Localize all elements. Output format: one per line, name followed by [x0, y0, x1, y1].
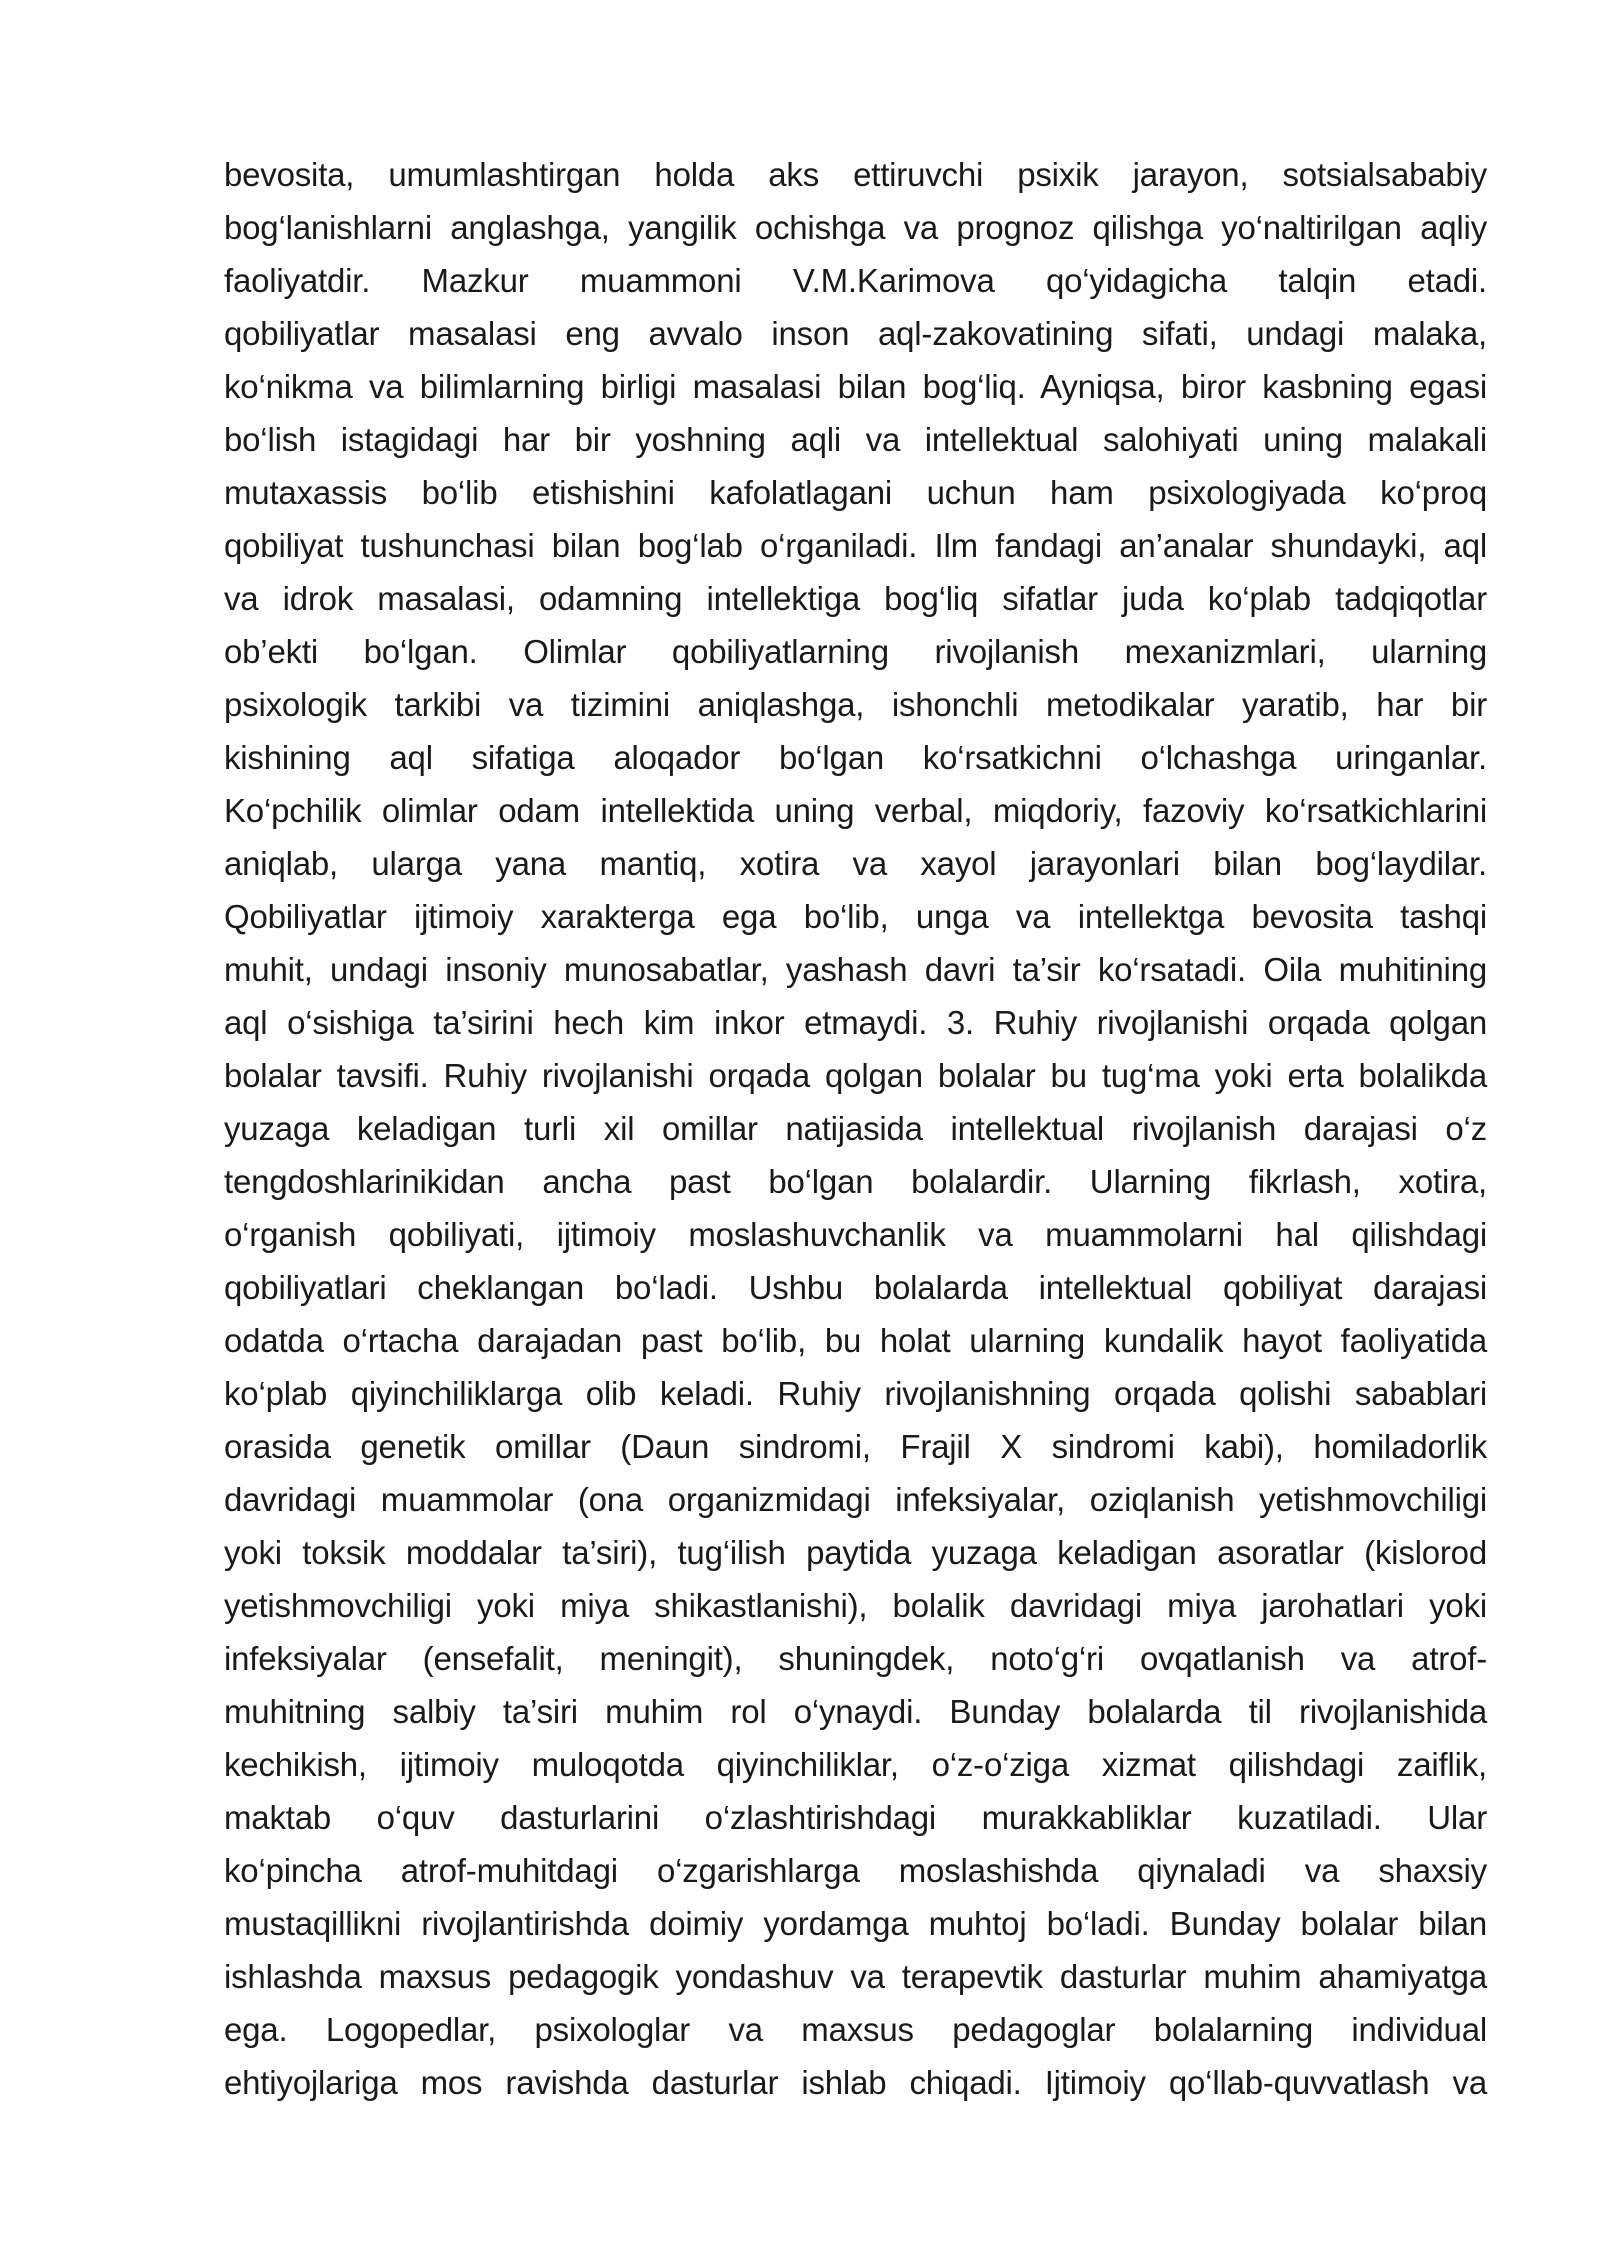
document-text-block: [224, 148, 1487, 2109]
text-line: mustaqillikni rivojlantirishda doimiy yordamga muhtoj bo‘ladi. Bunday bolalar bilan: [224, 1905, 1487, 1942]
text-line: yoki toksik moddalar ta’siri), tug‘ilish paytida yuzaga keladigan asoratlar (kislorod: [224, 1534, 1487, 1571]
text-line: muhitning salbiy ta’siri muhim rol o‘ynaydi. Bunday bolalarda til rivojlanishida: [224, 1693, 1487, 1730]
text-line: ko‘plab qiyinchiliklarga olib keladi. Ruhiy rivojlanishning orqada qolishi sabablari: [224, 1375, 1487, 1412]
text-line: ob’ekti bo‘lgan. Olimlar qobiliyatlarning rivojlanish mexanizmlari, ularning: [224, 633, 1487, 670]
text-line: ega. Logopedlar, psixologlar va maxsus pedagoglar bolalarning individual: [224, 2011, 1487, 2048]
text-line: faoliyatdir. Mazkur muammoni V.M.Karimova qo‘yidagicha talqin etadi.: [224, 262, 1487, 299]
text-line: Ko‘pchilik olimlar odam intellektida uning verbal, miqdoriy, fazoviy ko‘rsatkichlarini: [224, 792, 1487, 829]
text-line: mutaxassis bo‘lib etishishini kafolatlagani uchun ham psixologiyada ko‘proq: [224, 474, 1487, 511]
text-line: bo‘lish istagidagi har bir yoshning aqli va intellektual salohiyati uning malakali: [224, 421, 1487, 458]
text-line: ko‘nikma va bilimlarning birligi masalasi bilan bog‘liq. Ayniqsa, biror kasbning egasi: [224, 368, 1487, 405]
text-line: Qobiliyatlar ijtimoiy xarakterga ega bo‘lib, unga va intellektga bevosita tashqi: [224, 898, 1487, 935]
text-line: ishlashda maxsus pedagogik yondashuv va terapevtik dasturlar muhim ahamiyatga: [224, 1958, 1487, 1995]
text-line: infeksiyalar (ensefalit, meningit), shuningdek, noto‘g‘ri ovqatlanish va atrof-: [224, 1640, 1487, 1677]
text-line: kishining aql sifatiga aloqador bo‘lgan ko‘rsatkichni o‘lchashga uringanlar.: [224, 739, 1487, 776]
text-line: qobiliyatlari cheklangan bo‘ladi. Ushbu bolalarda intellektual qobiliyat darajasi: [224, 1269, 1487, 1306]
text-line: psixologik tarkibi va tizimini aniqlashga, ishonchli metodikalar yaratib, har bir: [224, 686, 1487, 723]
text-line: ko‘pincha atrof-muhitdagi o‘zgarishlarga moslashishda qiynaladi va shaxsiy: [224, 1852, 1487, 1889]
text-line: orasida genetik omillar (Daun sindromi, Frajil X sindromi kabi), homiladorlik: [224, 1428, 1487, 1465]
text-line: kechikish, ijtimoiy muloqotda qiyinchiliklar, o‘z-o‘ziga xizmat qilishdagi zaiflik,: [224, 1746, 1487, 1783]
text-line: va idrok masalasi, odamning intellektiga bog‘liq sifatlar juda ko‘plab tadqiqotlar: [224, 580, 1487, 617]
text-line: yetishmovchiligi yoki miya shikastlanishi), bolalik davridagi miya jarohatlari yoki: [224, 1587, 1487, 1624]
text-line: tengdoshlarinikidan ancha past bo‘lgan bolalardir. Ularning fikrlash, xotira,: [224, 1163, 1487, 1200]
text-line: bog‘lanishlarni anglashga, yangilik ochishga va prognoz qilishga yo‘naltirilgan aqliy: [224, 209, 1487, 246]
text-line: ehtiyojlariga mos ravishda dasturlar ishlab chiqadi. Ijtimoiy qo‘llab-quvvatlash va: [224, 2064, 1487, 2101]
text-line: qobiliyatlar masalasi eng avvalo inson aql-zakovatining sifati, undagi malaka,: [224, 315, 1487, 352]
text-line: o‘rganish qobiliyati, ijtimoiy moslashuvchanlik va muammolarni hal qilishdagi: [224, 1216, 1487, 1253]
text-line: muhit, undagi insoniy munosabatlar, yashash davri ta’sir ko‘rsatadi. Oila muhitining: [224, 951, 1487, 988]
text-line: odatda o‘rtacha darajadan past bo‘lib, bu holat ularning kundalik hayot faoliyatida: [224, 1322, 1487, 1359]
text-line: yuzaga keladigan turli xil omillar natijasida intellektual rivojlanish darajasi o‘z: [224, 1110, 1487, 1147]
text-line: aql o‘sishiga ta’sirini hech kim inkor etmaydi. 3. Ruhiy rivojlanishi orqada qolgan: [224, 1004, 1487, 1041]
text-line: qobiliyat tushunchasi bilan bog‘lab o‘rganiladi. Ilm fandagi an’analar shundayki, aql: [224, 527, 1487, 564]
text-line: bolalar tavsifi. Ruhiy rivojlanishi orqada qolgan bolalar bu tug‘ma yoki erta bolalikda: [224, 1057, 1487, 1094]
text-line: aniqlab, ularga yana mantiq, xotira va xayol jarayonlari bilan bog‘laydilar.: [224, 845, 1487, 882]
text-line: bevosita, umumlashtirgan holda aks ettiruvchi psixik jarayon, sotsialsababiy: [224, 156, 1487, 193]
text-line: maktab o‘quv dasturlarini o‘zlashtirishdagi murakkabliklar kuzatiladi. Ular: [224, 1799, 1487, 1836]
text-line: davridagi muammolar (ona organizmidagi infeksiyalar, oziqlanish yetishmovchiligi: [224, 1481, 1487, 1518]
